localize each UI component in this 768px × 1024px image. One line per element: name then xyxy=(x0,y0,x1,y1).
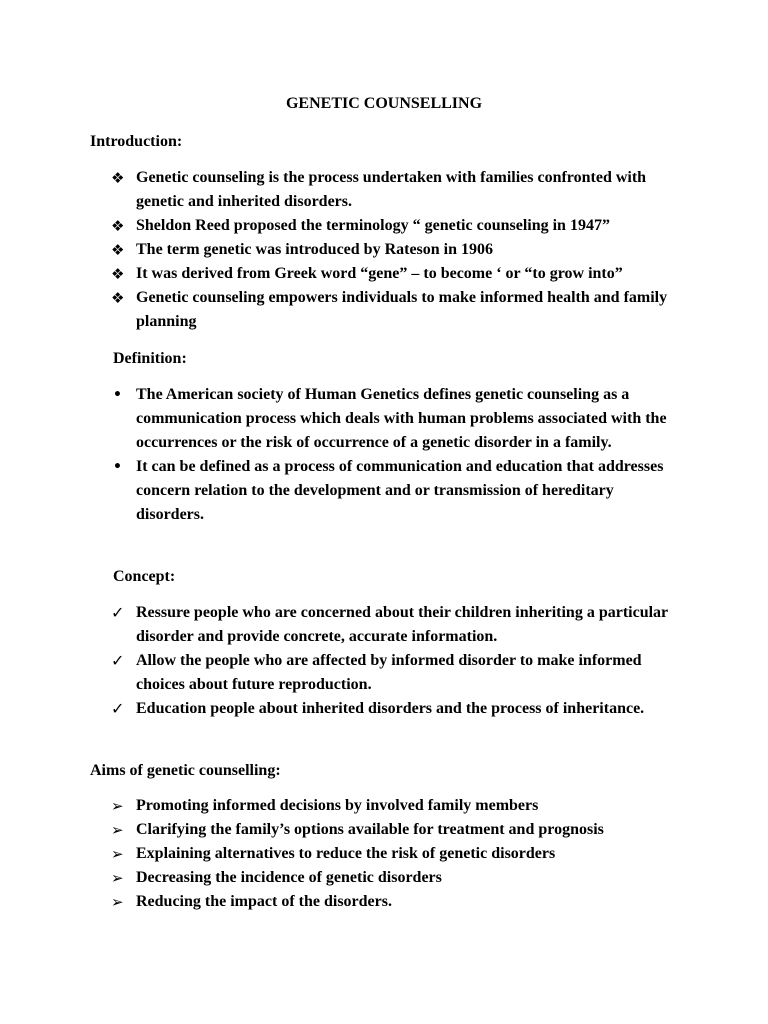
document-title: GENETIC COUNSELLING xyxy=(285,95,483,112)
section-heading-introduction: Introduction: xyxy=(90,133,183,150)
diamond-bullet-icon: ❖ xyxy=(111,169,125,187)
section-heading-concept: Concept: xyxy=(113,568,176,585)
list-item xyxy=(0,866,768,890)
definition-list xyxy=(0,383,768,527)
list-item xyxy=(0,794,768,818)
list-item xyxy=(0,455,768,527)
list-item xyxy=(0,601,768,649)
dot-bullet-icon: • xyxy=(113,387,122,403)
section-heading-definition: Definition: xyxy=(113,350,187,367)
list-item xyxy=(0,818,768,842)
arrow-bullet-icon: ➢ xyxy=(111,845,124,863)
checkmark-icon: ✓ xyxy=(111,699,125,718)
list-item-text: It was derived from Greek word “gene” – to become ‘ or “to grow into” xyxy=(136,265,623,282)
diamond-bullet-icon: ❖ xyxy=(111,241,125,259)
introduction-list xyxy=(0,166,768,334)
list-item xyxy=(0,383,768,455)
list-item-text: The American society of Human Genetics defines genetic counseling as a communication process which deals with human problems associated with the occurrences or the risk of occurrence of a genetic disorder in a family. xyxy=(136,386,667,451)
list-item xyxy=(0,262,768,286)
checkmark-icon: ✓ xyxy=(111,603,125,622)
concept-list xyxy=(0,601,768,721)
list-item xyxy=(0,890,768,914)
list-item xyxy=(0,238,768,262)
list-item-text: Clarifying the family’s options available for treatment and prognosis xyxy=(136,821,604,838)
list-item-text: Allow the people who are affected by informed disorder to make informed choices about future reproduction. xyxy=(136,652,642,693)
list-item-text: It can be defined as a process of communication and education that addresses concern relation to the development and or transmission of hereditary disorders. xyxy=(136,458,664,523)
dot-bullet-icon: • xyxy=(113,459,122,475)
arrow-bullet-icon: ➢ xyxy=(111,869,124,887)
section-heading-aims: Aims of genetic counselling: xyxy=(90,762,281,779)
list-item-text: Education people about inherited disorders and the process of inheritance. xyxy=(136,700,645,717)
list-item xyxy=(0,697,768,721)
list-item-text: Genetic counseling empowers individuals to make informed health and family planning xyxy=(136,289,668,330)
list-item xyxy=(0,649,768,697)
list-item xyxy=(0,842,768,866)
list-item-text: The term genetic was introduced by Rateson in 1906 xyxy=(136,241,494,258)
list-item-text: Genetic counseling is the process undertaken with families confronted with genetic and inherited disorders. xyxy=(136,169,647,210)
arrow-bullet-icon: ➢ xyxy=(111,821,124,839)
diamond-bullet-icon: ❖ xyxy=(111,289,125,307)
list-item-text: Explaining alternatives to reduce the risk of genetic disorders xyxy=(136,845,556,862)
list-item-text: Decreasing the incidence of genetic disorders xyxy=(136,869,442,886)
list-item-text: Promoting informed decisions by involved family members xyxy=(136,797,539,814)
arrow-bullet-icon: ➢ xyxy=(111,893,124,911)
list-item-text: Sheldon Reed proposed the terminology “ genetic counseling in 1947” xyxy=(136,217,610,234)
list-item-text: Ressure people who are concerned about their children inheriting a particular disorder and provide concrete, accurate information. xyxy=(136,604,668,645)
checkmark-icon: ✓ xyxy=(111,651,125,670)
list-item xyxy=(0,286,768,334)
list-item xyxy=(0,166,768,214)
list-item xyxy=(0,214,768,238)
diamond-bullet-icon: ❖ xyxy=(111,217,125,235)
diamond-bullet-icon: ❖ xyxy=(111,265,125,283)
list-item-text: Reducing the impact of the disorders. xyxy=(136,893,392,910)
arrow-bullet-icon: ➢ xyxy=(111,797,124,815)
aims-list xyxy=(0,794,768,914)
